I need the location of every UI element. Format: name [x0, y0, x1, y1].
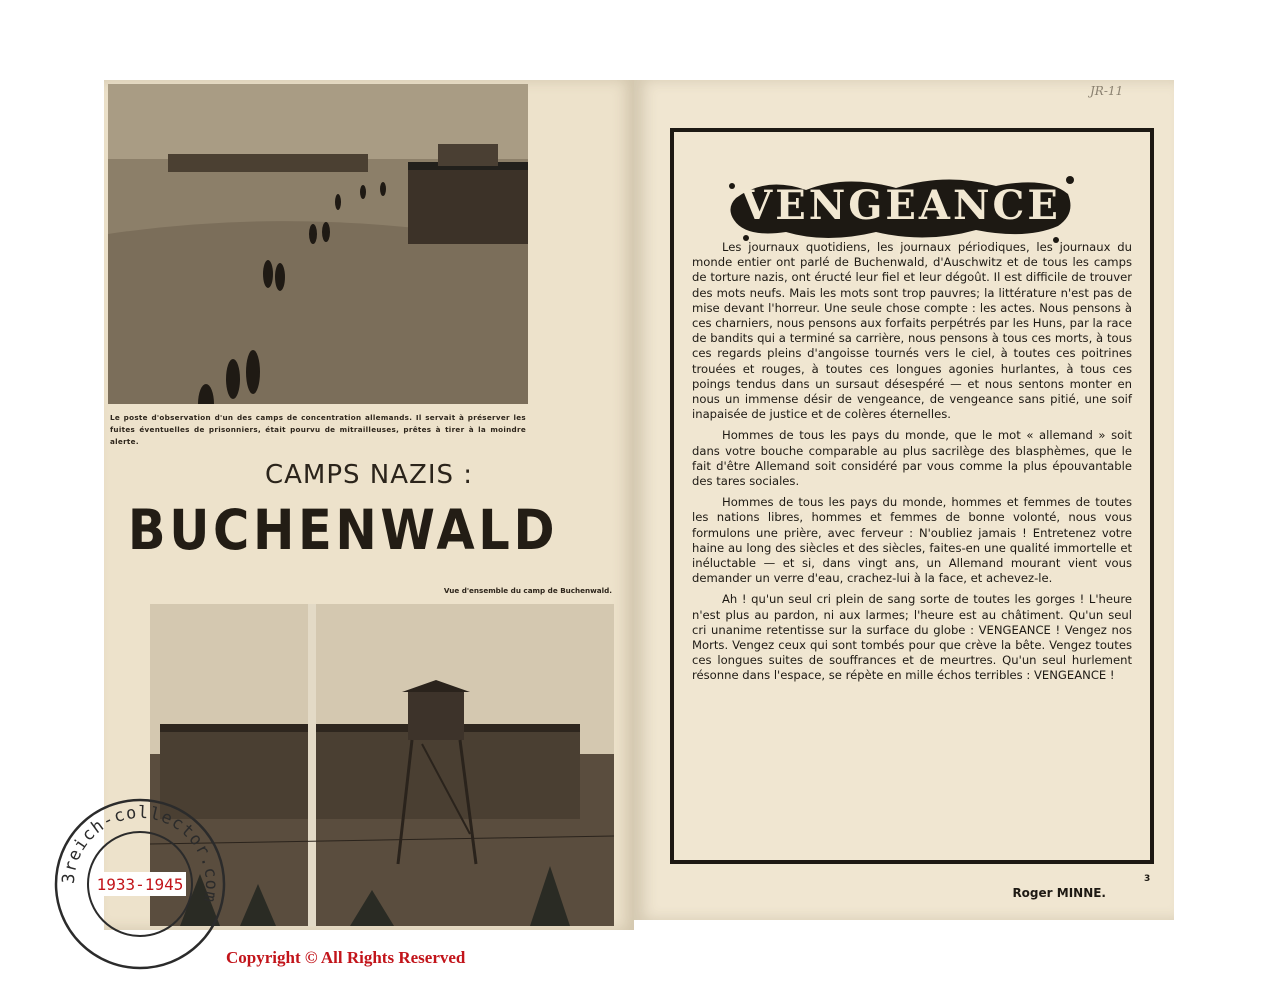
postmark-stamp-icon: [52, 796, 228, 972]
handwritten-note: JR-11: [1090, 84, 1124, 98]
author-signature: Roger MINNE.: [1012, 886, 1106, 900]
paragraph-2: Hommes de tous les pays du monde, que le mot « allemand » soit dans votre bouche comparable au plus sacrilège des blasphèmes, que le fait d'être Allemand soit considéré par vous comme la plus épouvantable des tares sociales.: [692, 428, 1132, 489]
paragraph-3: Hommes de tous les pays du monde, hommes et femmes de toutes les nations libres, hommes et femmes de bonne volonté, nous vous formulons une prière, avec ferveur : N'oubliez jamais ! Entretenez votre haine au long des siècles et des siècles, faites-en une qualité immortelle et inéluctable — et si, dans vingt ans, un Allemand mourant vient vous demander un verre d'eau, crachez-lui à la face, et achevez-le.: [692, 495, 1132, 586]
title-camps-nazis: CAMPS NAZIS :: [264, 460, 474, 490]
paragraph-4: Ah ! qu'un seul cri plein de sang sorte de toutes les gorges ! L'heure n'est plus au pardon, ni aux larmes; l'heure est au châtiment. Qu'un seul cri unanime retentisse sur la surface du globe : VENGEANCE ! Vengez nos Morts. Vengez ceux qui sont tombés pour que crève la bête. Vengez toutes ces longues suites de souffrances et de meurtres. Qu'un seul hurlement résonne dans l'espace, se répète en mille échos terribles : VENGEANCE !: [692, 592, 1132, 683]
camp-yard-illustration: [108, 84, 528, 404]
photo2-caption: Vue d'ensemble du camp de Buchenwald.: [443, 586, 612, 595]
title-buchenwald: BUCHENWALD: [127, 498, 559, 562]
article-body: [692, 240, 1132, 690]
page-number: 3: [1144, 874, 1151, 884]
photo1-caption: Le poste d'observation d'un des camps de concentration allemands. Il servait à préserver les fuites éventuelles de prisonniers, était pourvu de mitrailleuses, prêtes à tirer à la moindre alerte.: [110, 413, 526, 446]
stamp-years: 1933-1945: [96, 875, 184, 894]
article-frame: [670, 128, 1154, 900]
camp-observation-photo: [108, 84, 528, 404]
vengeance-banner: [726, 168, 1076, 276]
right-page: [634, 80, 1174, 920]
paragraph-1: Les journaux quotidiens, les journaux périodiques, les journaux du monde entier ont parlé de Buchenwald, d'Auschwitz et de tous les camps de torture nazis, ont éructé leur fiel et leur dégoût. Il est difficile de trouver des mots neufs. Mais les mots sont trop pauvres; la littérature n'est pas de mise devant l'horreur. Une seule chose compte : les actes. Nous pensons à ces charniers, nous pensons aux forfaits perpétrés par les Huns, par la race de bandits qui a terminé sa carrière, nous pensons à tous ces morts, à tous ces regards pleins d'angoisse tournés vers le ciel, à toutes ces poitrines trouées et rouges, à toutes ces longues agonies hurlantes, à tous ces poings tendus dans un sursaut désespéré — et nous sentons monter en nous un immense désir de vengeance, de vengeance sans pitié, une soif inapaisée de justice et de colères éternelles.: [692, 240, 1132, 422]
copyright-notice: Copyright © All Rights Reserved: [226, 948, 466, 967]
stamp-ring-text: 3reich-collector.com: [58, 802, 222, 905]
collector-stamp: [52, 796, 228, 972]
banner-title: VENGEANCE !: [741, 182, 1061, 276]
